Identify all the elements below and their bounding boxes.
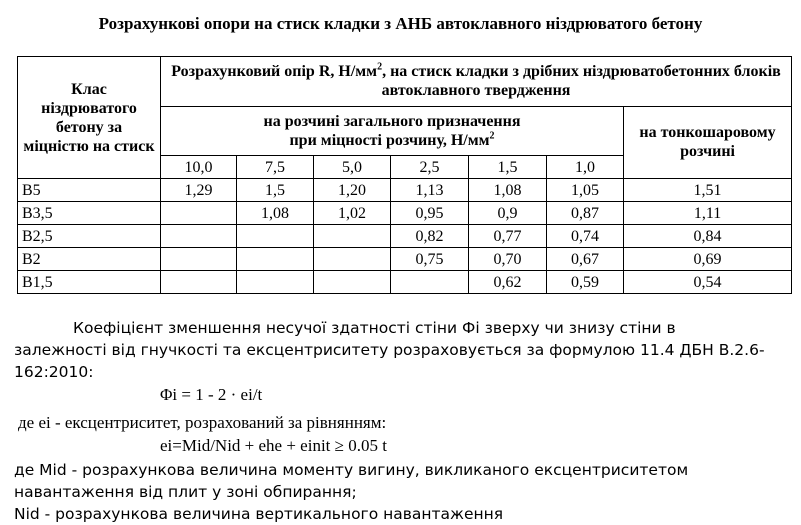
- value-cell: 0,70: [469, 248, 547, 271]
- value-cell: 0,67: [547, 248, 624, 271]
- value-cell: [161, 271, 237, 294]
- thin-value-cell: 0,84: [624, 225, 792, 248]
- class-cell: B1,5: [18, 271, 161, 294]
- page-title: Розрахункові опори на стиск кладки з АНБ автоклавного ніздрюватого бетону: [98, 14, 703, 33]
- thin-value-cell: 0,54: [624, 271, 792, 294]
- value-cell: 0,9: [469, 202, 547, 225]
- resistance-table: [17, 56, 792, 294]
- value-cell: 0,87: [547, 202, 624, 225]
- class-header: Клас ніздрюватого бетону за міцністю на стиск: [18, 57, 161, 179]
- value-cell: 0,77: [469, 225, 547, 248]
- value-cell: [161, 225, 237, 248]
- value-cell: 1,29: [161, 179, 237, 202]
- strength-header: 7,5: [237, 156, 314, 179]
- value-cell: 0,75: [391, 248, 469, 271]
- value-cell: [161, 202, 237, 225]
- table-row: [18, 248, 792, 271]
- class-cell: B2,5: [18, 225, 161, 248]
- formula-phi: Φi = 1 - 2 · ei/t: [160, 385, 263, 404]
- value-cell: [314, 271, 391, 294]
- table-row: [18, 225, 792, 248]
- mid-definition-line: навантаження від плит у зоні обпирання;: [14, 483, 357, 501]
- value-cell: 0,95: [391, 202, 469, 225]
- paragraph-line: 162:2010:: [14, 363, 94, 381]
- value-cell: 1,08: [237, 202, 314, 225]
- value-cell: 0,74: [547, 225, 624, 248]
- class-cell: B2: [18, 248, 161, 271]
- paragraph-line: Коефіцієнт зменшення несучої здатності стіни Фі зверху чи знизу стіни в: [73, 319, 676, 337]
- strength-header: 2,5: [391, 156, 469, 179]
- value-cell: [391, 271, 469, 294]
- value-cell: 1,02: [314, 202, 391, 225]
- value-cell: 0,62: [469, 271, 547, 294]
- table-row: [18, 271, 792, 294]
- thin-mortar-header: на тонкошаровому розчині: [624, 106, 792, 179]
- table-row: [18, 179, 792, 202]
- value-cell: 1,13: [391, 179, 469, 202]
- value-cell: 0,82: [391, 225, 469, 248]
- value-cell: [237, 225, 314, 248]
- formula-ei: ei=Mid/Nid + ehe + einit ≥ 0.05 t: [160, 436, 387, 455]
- strength-header: 5,0: [314, 156, 391, 179]
- value-cell: 1,20: [314, 179, 391, 202]
- strength-header: 1,5: [469, 156, 547, 179]
- strength-header: 1,0: [547, 156, 624, 179]
- class-cell: B3,5: [18, 202, 161, 225]
- nid-definition-line: Nid - розрахункова величина вертикального навантаження: [14, 505, 504, 523]
- value-cell: 1,05: [547, 179, 624, 202]
- class-cell: B5: [18, 179, 161, 202]
- value-cell: [161, 248, 237, 271]
- main-header: Розрахунковий опір R, $Н/мм^2$, на стиск кладки з дрібних ніздрюватобетонних блоків автоклавного твердження: [161, 57, 792, 107]
- value-cell: [314, 225, 391, 248]
- value-cell: 0,59: [547, 271, 624, 294]
- strength-header: 10,0: [161, 156, 237, 179]
- paragraph-line: залежності від гнучкості та ексцентриситету розраховується за формулою 11.4 ДБН В.2.6-: [14, 341, 765, 359]
- value-cell: [237, 248, 314, 271]
- value-cell: 1,5: [237, 179, 314, 202]
- where-eccentricity: де ei - ексцентриситет, розрахований за рівнянням:: [18, 413, 387, 432]
- thin-value-cell: 1,11: [624, 202, 792, 225]
- general-mortar-header: на розчині загального призначення при міцності розчину, $Н/мм^2$: [161, 106, 624, 156]
- value-cell: [237, 271, 314, 294]
- value-cell: [314, 248, 391, 271]
- table-row: [18, 202, 792, 225]
- thin-value-cell: 0,69: [624, 248, 792, 271]
- mid-definition-line: де Mid - розрахункова величина моменту вигину, викликаного ексцентриситетом: [14, 461, 689, 479]
- thin-value-cell: 1,51: [624, 179, 792, 202]
- value-cell: 1,08: [469, 179, 547, 202]
